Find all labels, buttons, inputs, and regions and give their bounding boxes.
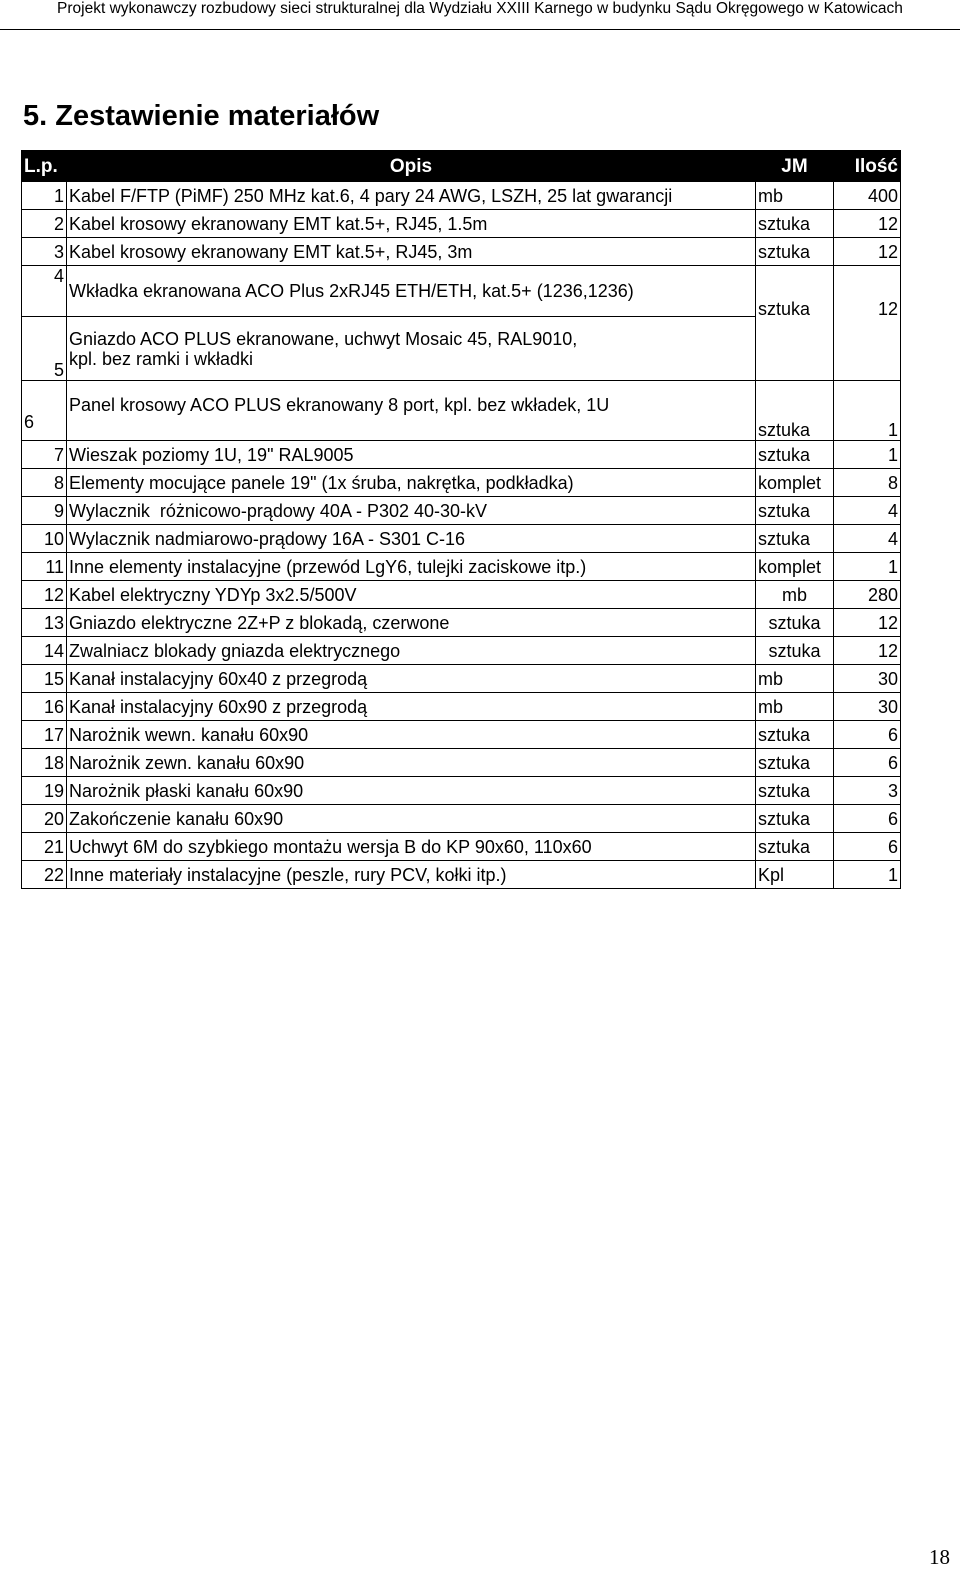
row-description: Narożnik zewn. kanału 60x90 bbox=[67, 749, 756, 777]
page-number: 18 bbox=[929, 1545, 950, 1569]
row-number: 7 bbox=[22, 441, 67, 469]
row-number: 4 bbox=[22, 266, 67, 317]
row-unit: sztuka bbox=[756, 381, 834, 441]
table-row bbox=[22, 721, 901, 749]
row-quantity: 4 bbox=[834, 525, 901, 553]
row-quantity: 12 bbox=[834, 238, 901, 266]
row-description: Inne elementy instalacyjne (przewód LgY6, tulejki zaciskowe itp.) bbox=[67, 553, 756, 581]
table-row bbox=[22, 861, 901, 889]
row-quantity: 6 bbox=[834, 721, 901, 749]
row-description: Panel krosowy ACO PLUS ekranowany 8 port, kpl. bez wkładek, 1U bbox=[67, 381, 756, 441]
row-number: 18 bbox=[22, 749, 67, 777]
row-description: Uchwyt 6M do szybkiego montażu wersja B do KP 90x60, 110x60 bbox=[67, 833, 756, 861]
row-description: Kabel krosowy ekranowany EMT kat.5+, RJ45, 1.5m bbox=[67, 210, 756, 238]
row-unit: mb bbox=[756, 581, 834, 609]
table-row bbox=[22, 749, 901, 777]
row-number: 1 bbox=[22, 182, 67, 210]
table-row bbox=[22, 637, 901, 665]
row-number: 6 bbox=[22, 381, 67, 441]
row-number: 17 bbox=[22, 721, 67, 749]
table-header-row bbox=[22, 151, 901, 182]
row-unit: sztuka bbox=[756, 777, 834, 805]
row-unit: Kpl bbox=[756, 861, 834, 889]
row-quantity: 280 bbox=[834, 581, 901, 609]
column-header-jm: JM bbox=[756, 151, 834, 182]
running-header: Projekt wykonawczy rozbudowy sieci strukturalnej dla Wydziału XXIII Karnego w budynku Sądu Okręgowego w Katowicach bbox=[0, 0, 960, 30]
row-description: Wylacznik różnicowo-prądowy 40A - P302 40-30-kV bbox=[67, 497, 756, 525]
row-unit: mb bbox=[756, 665, 834, 693]
row-number: 9 bbox=[22, 497, 67, 525]
row-number: 21 bbox=[22, 833, 67, 861]
table-row bbox=[22, 266, 901, 317]
materials-table bbox=[21, 150, 901, 889]
row-quantity: 30 bbox=[834, 693, 901, 721]
table-row bbox=[22, 553, 901, 581]
row-description: Narożnik wewn. kanału 60x90 bbox=[67, 721, 756, 749]
row-unit: sztuka bbox=[756, 805, 834, 833]
row-quantity: 400 bbox=[834, 182, 901, 210]
row-description: Narożnik płaski kanału 60x90 bbox=[67, 777, 756, 805]
row-description: Wylacznik nadmiarowo-prądowy 16A - S301 C-16 bbox=[67, 525, 756, 553]
row-number: 12 bbox=[22, 581, 67, 609]
row-quantity: 1 bbox=[834, 553, 901, 581]
row-quantity: 12 bbox=[834, 266, 901, 381]
row-quantity: 8 bbox=[834, 469, 901, 497]
table-row bbox=[22, 805, 901, 833]
row-number: 2 bbox=[22, 210, 67, 238]
row-description: Kabel krosowy ekranowany EMT kat.5+, RJ45, 3m bbox=[67, 238, 756, 266]
row-number: 20 bbox=[22, 805, 67, 833]
row-unit: sztuka bbox=[756, 210, 834, 238]
table-row bbox=[22, 381, 901, 441]
row-number: 8 bbox=[22, 469, 67, 497]
row-number: 22 bbox=[22, 861, 67, 889]
row-unit: sztuka bbox=[756, 266, 834, 381]
row-number: 14 bbox=[22, 637, 67, 665]
row-description: Kabel F/FTP (PiMF) 250 MHz kat.6, 4 pary 24 AWG, LSZH, 25 lat gwarancji bbox=[67, 182, 756, 210]
row-unit: sztuka bbox=[756, 749, 834, 777]
table-row bbox=[22, 497, 901, 525]
row-unit: sztuka bbox=[756, 637, 834, 665]
row-description: Kanał instalacyjny 60x90 z przegrodą bbox=[67, 693, 756, 721]
row-description: Kanał instalacyjny 60x40 z przegrodą bbox=[67, 665, 756, 693]
table-row bbox=[22, 182, 901, 210]
table-row bbox=[22, 441, 901, 469]
row-unit: sztuka bbox=[756, 441, 834, 469]
row-unit: sztuka bbox=[756, 525, 834, 553]
row-description: Gniazdo ACO PLUS ekranowane, uchwyt Mosaic 45, RAL9010, kpl. bez ramki i wkładki bbox=[67, 317, 756, 381]
table-row bbox=[22, 210, 901, 238]
row-unit: sztuka bbox=[756, 609, 834, 637]
row-unit: sztuka bbox=[756, 833, 834, 861]
column-header-lp: L.p. bbox=[22, 151, 67, 182]
row-description: Zakończenie kanału 60x90 bbox=[67, 805, 756, 833]
row-description: Elementy mocujące panele 19" (1x śruba, nakrętka, podkładka) bbox=[67, 469, 756, 497]
row-quantity: 1 bbox=[834, 861, 901, 889]
row-unit: mb bbox=[756, 182, 834, 210]
table-row bbox=[22, 238, 901, 266]
row-quantity: 12 bbox=[834, 637, 901, 665]
table-row bbox=[22, 525, 901, 553]
row-quantity: 12 bbox=[834, 609, 901, 637]
section-title: 5. Zestawienie materiałów bbox=[23, 100, 380, 132]
row-unit: komplet bbox=[756, 553, 834, 581]
column-header-opis: Opis bbox=[67, 151, 756, 182]
row-number: 3 bbox=[22, 238, 67, 266]
row-unit: sztuka bbox=[756, 238, 834, 266]
row-quantity: 6 bbox=[834, 833, 901, 861]
row-quantity: 3 bbox=[834, 777, 901, 805]
row-quantity: 1 bbox=[834, 381, 901, 441]
row-unit: sztuka bbox=[756, 497, 834, 525]
row-number: 13 bbox=[22, 609, 67, 637]
table-row bbox=[22, 609, 901, 637]
row-quantity: 4 bbox=[834, 497, 901, 525]
column-header-ilosc: Ilość bbox=[834, 151, 901, 182]
table-row bbox=[22, 469, 901, 497]
row-description: Kabel elektryczny YDYp 3x2.5/500V bbox=[67, 581, 756, 609]
row-quantity: 6 bbox=[834, 805, 901, 833]
row-description: Wieszak poziomy 1U, 19" RAL9005 bbox=[67, 441, 756, 469]
table-row bbox=[22, 777, 901, 805]
table-row bbox=[22, 833, 901, 861]
table-row bbox=[22, 693, 901, 721]
row-quantity: 1 bbox=[834, 441, 901, 469]
row-quantity: 30 bbox=[834, 665, 901, 693]
row-description: Gniazdo elektryczne 2Z+P z blokadą, czerwone bbox=[67, 609, 756, 637]
table-row bbox=[22, 581, 901, 609]
row-description: Inne materiały instalacyjne (peszle, rury PCV, kołki itp.) bbox=[67, 861, 756, 889]
row-number: 5 bbox=[22, 317, 67, 381]
row-unit: sztuka bbox=[756, 721, 834, 749]
row-description: Wkładka ekranowana ACO Plus 2xRJ45 ETH/ETH, kat.5+ (1236,1236) bbox=[67, 266, 756, 317]
row-quantity: 6 bbox=[834, 749, 901, 777]
row-number: 10 bbox=[22, 525, 67, 553]
row-number: 19 bbox=[22, 777, 67, 805]
row-number: 15 bbox=[22, 665, 67, 693]
row-description: Zwalniacz blokady gniazda elektrycznego bbox=[67, 637, 756, 665]
row-number: 16 bbox=[22, 693, 67, 721]
row-unit: mb bbox=[756, 693, 834, 721]
row-unit: komplet bbox=[756, 469, 834, 497]
row-number: 11 bbox=[22, 553, 67, 581]
row-quantity: 12 bbox=[834, 210, 901, 238]
table-row bbox=[22, 665, 901, 693]
